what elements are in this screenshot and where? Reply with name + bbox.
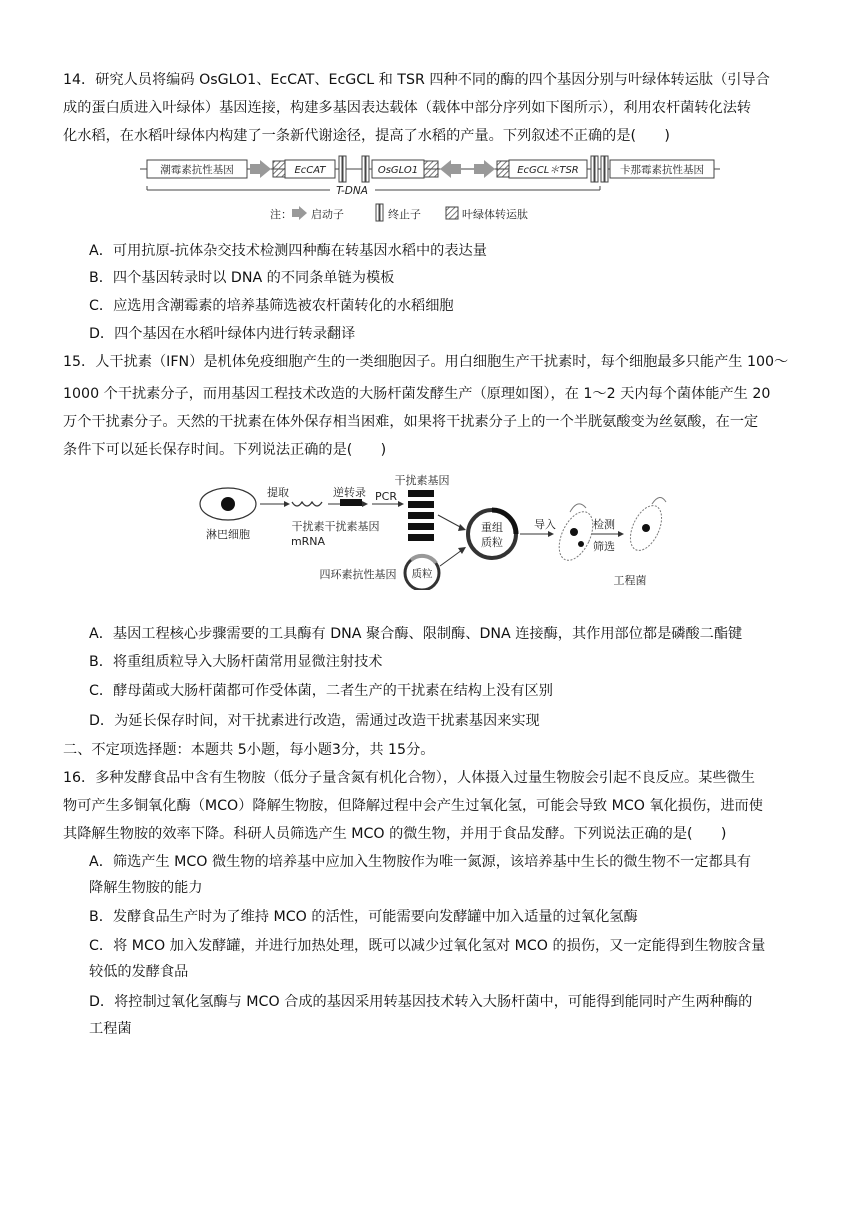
q16-stem-line-1: 16．多种发酵食品中含有生物胺（低分子量含氮有机化合物），人体摄入过量生物胺会引起不良反应。某些微生 (63, 770, 755, 786)
tdna-label: T-DNA (336, 185, 368, 197)
promoter-icon-3 (474, 160, 495, 178)
section-2-heading: 二、不定项选择题：本题共 5小题，每小题3分，共 15分。 (63, 742, 435, 758)
ifn-gene-bar (340, 499, 362, 506)
q16-stem-line-3: 其降解生物胺的效率下降。科研人员筛选产生 MCO 的微生物，并用于食品发酵。下列说法正确的是( ) (63, 826, 727, 842)
q14-option-d[interactable]: D．四个基因在水稻叶绿体内进行转录翻译 (89, 326, 356, 342)
recombinant-label-2: 质粒 (481, 536, 503, 549)
q14-stem-line-2: 成的蛋白质进入叶绿体）基因连接，构建多基因表达载体（载体中部分序列如下图所示），利用农杆菌转化法转 (63, 100, 752, 116)
q16-option-a[interactable]: A．筛选产生 MCO 微生物的培养基中应加入生物胺作为唯一氮源，该培养基中生长的微生物不一定都具有 (89, 854, 752, 870)
q15-option-b[interactable]: B．将重组质粒导入大肠杆菌常用显微注射技术 (89, 654, 383, 670)
q15-stem-line-4: 条件下可以延长保存时间。下列说法正确的是( ) (63, 442, 387, 458)
q15-option-d[interactable]: D．为延长保存时间，对干扰素进行改造，需通过改造干扰素基因来实现 (89, 713, 540, 729)
q14-stem-line-3: 化水稻，在水稻叶绿体内构建了一条新代谢途径，提高了水稻的产量。下列叙述不正确的是( ) (63, 128, 670, 144)
plasmid-label: 质粒 (411, 568, 433, 580)
detect-label: 检测 (593, 518, 615, 531)
pcr-label: PCR (375, 490, 397, 503)
ecCAT-gene-label: EcCAT (294, 165, 326, 176)
mrna-label-1: 干扰素 (291, 520, 325, 533)
rt-label: 逆转录 (333, 486, 366, 499)
terminator-icon-3 (591, 156, 598, 182)
pcr-products-icon (408, 490, 434, 541)
q14-stem-line-1: 14．研究人员将编码 OsGLO1、EcCAT、EcGCL 和 TSR 四种不同的酶的四个基因分别与叶绿体转运肽（引导合 (63, 72, 770, 88)
q15-stem-line-1: 15．人干扰素（IFN）是机体免疫细胞产生的一类细胞因子。用白细胞生产干扰素时，每个细胞最多只能产生 100～ (63, 354, 789, 370)
recombinant-label-1: 重组 (481, 521, 503, 534)
mrna-icon (292, 502, 322, 506)
transit-peptide-1 (273, 161, 285, 177)
q16-option-c-cont[interactable]: 较低的发酵食品 (89, 964, 189, 980)
kan-gene-label: 卡那霉素抗性基因 (620, 164, 704, 176)
promoter-icon-2 (440, 160, 461, 178)
q15-stem-line-2: 1000 个干扰素分子，而用基因工程技术改造的大肠杆菌发酵生产（原理如图），在 1～2 天内每个菌体能产生 20 (63, 386, 771, 402)
q15-ifn-engineering-diagram (190, 470, 690, 590)
legend-terminator-icon (376, 204, 383, 221)
q14-option-a[interactable]: A．可用抗原-抗体杂交技术检测四种酶在转基因水稻中的表达量 (89, 243, 487, 259)
engineered-label: 工程菌 (613, 574, 647, 587)
q14-vector-diagram (140, 154, 730, 226)
q16-option-a-cont[interactable]: 降解生物胺的能力 (89, 880, 203, 896)
ifn-gene-top-label: 干扰素基因 (394, 474, 450, 487)
terminator-icon-1 (339, 156, 346, 182)
q14-option-c[interactable]: C．应选用含潮霉素的培养基筛选被农杆菌转化的水稻细胞 (89, 298, 454, 314)
terminator-icon-2 (362, 156, 369, 182)
q16-option-b[interactable]: B．发酵食品生产时为了维持 MCO 的活性，可能需要向发酵罐中加入适量的过氧化氢酶 (89, 909, 638, 925)
lymphocyte-label: 淋巴细胞 (206, 528, 250, 541)
osGLO1-gene-label: OsGLO1 (377, 165, 419, 176)
q15-option-c[interactable]: C．酵母菌或大肠杆菌都可作受体菌，二者生产的干扰素在结构上没有区别 (89, 683, 553, 699)
hyg-gene-label: 潮霉素抗性基因 (160, 164, 234, 176)
engineered-bacterium-icon (624, 497, 668, 555)
legend-promoter-icon (292, 206, 307, 220)
q16-option-c[interactable]: C．将 MCO 加入发酵罐，并进行加热处理，既可以减少过氧化氢对 MCO 的损伤，又一定能得到生物胺含量 (89, 938, 766, 954)
ecGCL-gene-label: EcGCL＊TSR (517, 165, 579, 176)
legend-note: 注： (270, 208, 292, 221)
q15-stem-line-3: 万个干扰素分子。天然的干扰素在体外保存相当困难，如果将干扰素分子上的一个半胱氨酸变为丝氨酸，在一定 (63, 414, 759, 430)
screen-label: 筛选 (593, 540, 615, 553)
q15-option-a[interactable]: A．基因工程核心步骤需要的工具酶有 DNA 聚合酶、限制酶、DNA 连接酶，其作用部位都是磷酸二酯键 (89, 626, 743, 642)
legend-transit-label: 叶绿体转运肽 (462, 208, 528, 221)
extract-label: 提取 (267, 486, 289, 499)
import-label: 导入 (534, 518, 556, 531)
ifn-gene-label: 干扰素基因 (324, 520, 380, 533)
q16-option-d[interactable]: D．将控制过氧化氢酶与 MCO 合成的基因采用转基因技术转入大肠杆菌中，可能得到能同时产生两种酶的 (89, 994, 753, 1010)
mrna-label-2: mRNA (290, 535, 326, 548)
q16-option-d-cont[interactable]: 工程菌 (89, 1021, 132, 1037)
legend-transit-icon (446, 207, 458, 219)
terminator-icon-4 (601, 156, 608, 182)
transit-peptide-3 (497, 161, 509, 177)
q14-option-b[interactable]: B．四个基因转录时以 DNA 的不同条单链为模板 (89, 270, 395, 286)
transit-peptide-2 (424, 161, 438, 177)
legend-terminator-label: 终止子 (388, 208, 421, 221)
tet-label: 四环素抗性基因 (319, 568, 397, 581)
bacterium-icon (552, 504, 599, 566)
promoter-icon-1 (250, 160, 271, 178)
q16-stem-line-2: 物可产生多铜氧化酶（MCO）降解生物胺，但降解过程中会产生过氧化氢，可能会导致 MCO 氧化损伤，进而使 (63, 798, 763, 814)
legend-promoter-label: 启动子 (311, 208, 344, 221)
